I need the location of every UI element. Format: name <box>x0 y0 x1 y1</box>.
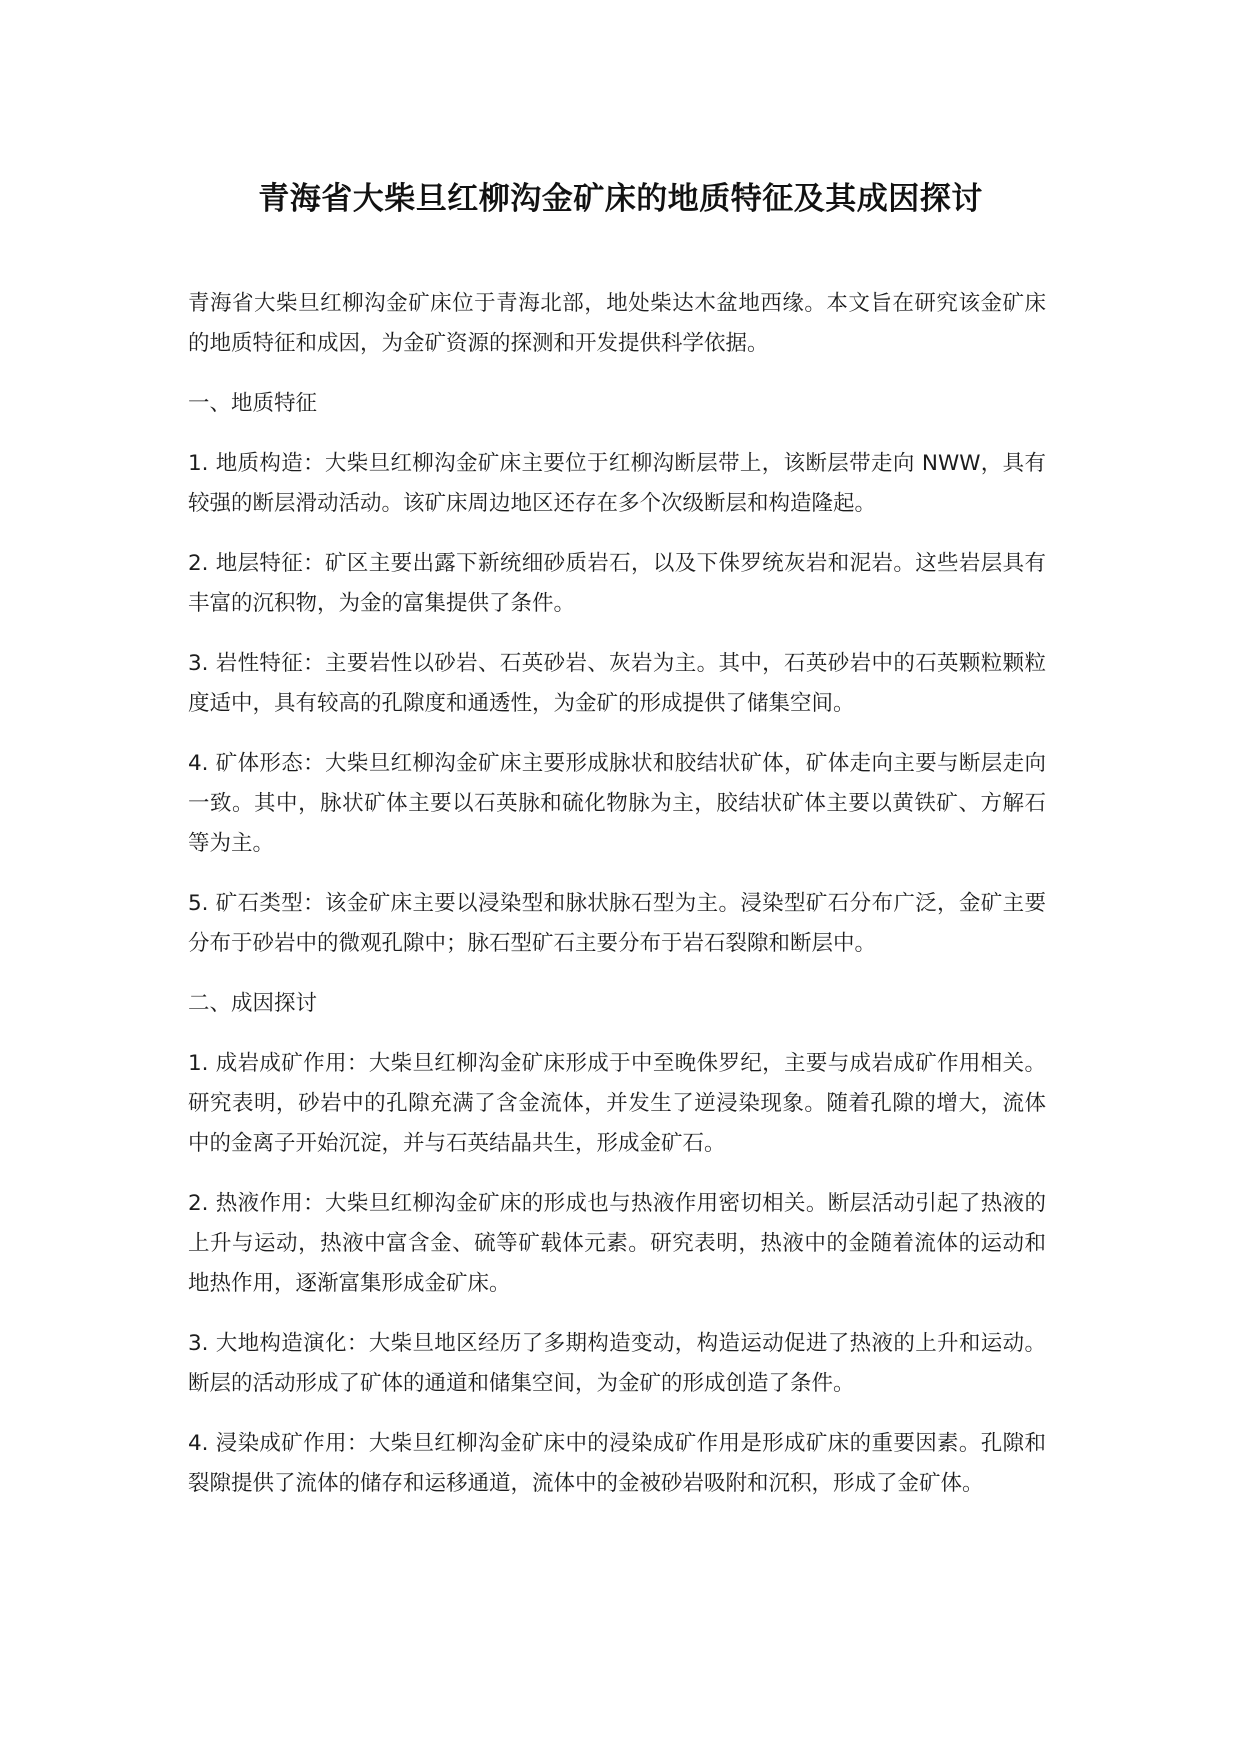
genesis-item-dissemination: 4. 浸染成矿作用：大柴旦红柳沟金矿床中的浸染成矿作用是形成矿床的重要因素。孔隙和裂隙提供了流体的储存和运移通道，流体中的金被砂岩吸附和沉积，形成了金矿体。 <box>188 1431 1046 1496</box>
genesis-item-hydrothermal: 2. 热液作用：大柴旦红柳沟金矿床的形成也与热液作用密切相关。断层活动引起了热液的上升与运动，热液中富含金、硫等矿载体元素。研究表明，热液中的金随着流体的运动和地热作用，逐渐富集形成金矿床。 <box>188 1191 1046 1296</box>
geology-item-structure: 1. 地质构造：大柴旦红柳沟金矿床主要位于红柳沟断层带上，该断层带走向 NWW，具有较强的断层滑动活动。该矿床周边地区还存在多个次级断层和构造隆起。 <box>188 451 1046 516</box>
geology-item-strata: 2. 地层特征：矿区主要出露下新统细砂质岩石，以及下侏罗统灰岩和泥岩。这些岩层具有丰富的沉积物，为金的富集提供了条件。 <box>188 551 1046 616</box>
section-heading-geology: 一、地质特征 <box>188 391 318 416</box>
section-heading-genesis: 二、成因探讨 <box>188 991 318 1016</box>
intro-paragraph: 青海省大柴旦红柳沟金矿床位于青海北部，地处柴达木盆地西缘。本文旨在研究该金矿床的地质特征和成因，为金矿资源的探测和开发提供科学依据。 <box>188 291 1046 356</box>
document-title: 青海省大柴旦红柳沟金矿床的地质特征及其成因探讨 <box>258 181 983 217</box>
geology-item-ore-type: 5. 矿石类型：该金矿床主要以浸染型和脉状脉石型为主。浸染型矿石分布广泛，金矿主要分布于砂岩中的微观孔隙中；脉石型矿石主要分布于岩石裂隙和断层中。 <box>188 891 1046 956</box>
genesis-item-diagenesis: 1. 成岩成矿作用：大柴旦红柳沟金矿床形成于中至晚侏罗纪，主要与成岩成矿作用相关。研究表明，砂岩中的孔隙充满了含金流体，并发生了逆浸染现象。随着孔隙的增大，流体中的金离子开始沉淀，并与石英结晶共生，形成金矿石。 <box>188 1051 1046 1156</box>
genesis-item-tectonics: 3. 大地构造演化：大柴旦地区经历了多期构造变动，构造运动促进了热液的上升和运动。断层的活动形成了矿体的通道和储集空间，为金矿的形成创造了条件。 <box>188 1331 1046 1396</box>
geology-item-lithology: 3. 岩性特征：主要岩性以砂岩、石英砂岩、灰岩为主。其中，石英砂岩中的石英颗粒颗粒度适中，具有较高的孔隙度和通透性，为金矿的形成提供了储集空间。 <box>188 651 1046 716</box>
document-body <box>188 284 1046 1524</box>
geology-item-orebody: 4. 矿体形态：大柴旦红柳沟金矿床主要形成脉状和胶结状矿体，矿体走向主要与断层走向一致。其中，脉状矿体主要以石英脉和硫化物脉为主，胶结状矿体主要以黄铁矿、方解石等为主。 <box>188 751 1046 856</box>
